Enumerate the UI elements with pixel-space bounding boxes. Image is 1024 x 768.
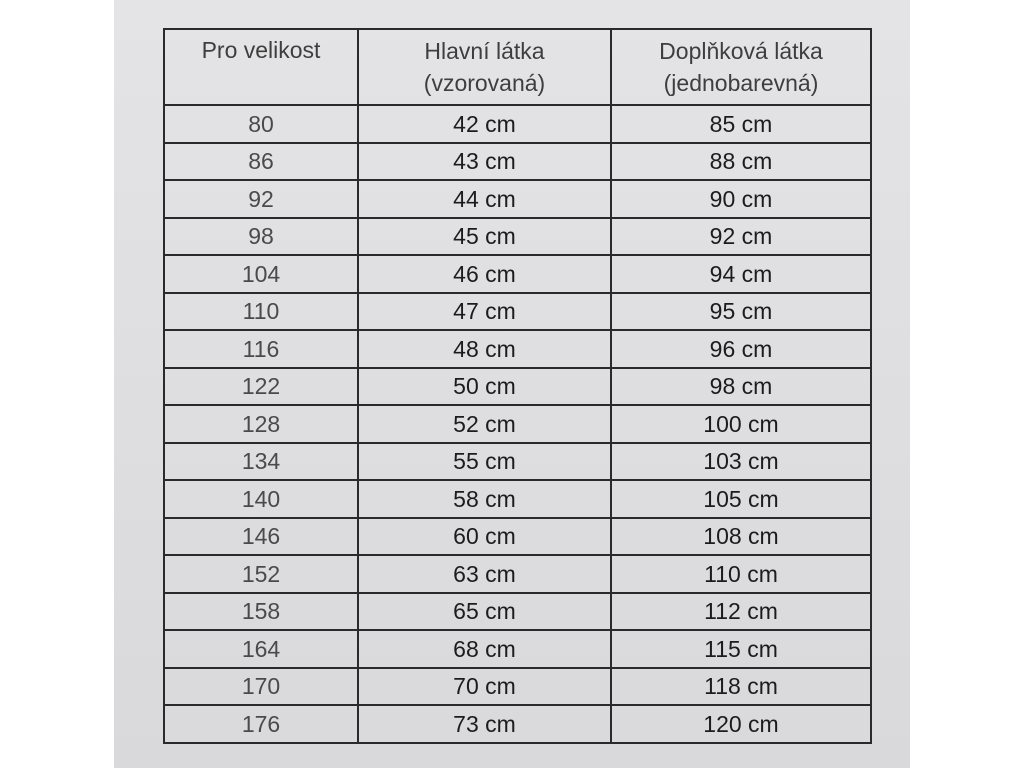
cell-main-fabric: 55 cm — [358, 443, 611, 481]
cell-main-fabric: 70 cm — [358, 668, 611, 706]
header-main-fabric — [358, 29, 611, 105]
cell-main-fabric: 58 cm — [358, 480, 611, 518]
table-header — [164, 29, 871, 105]
table-row — [164, 330, 871, 368]
cell-size: 80 — [164, 105, 358, 143]
table-row — [164, 518, 871, 556]
cell-size: 134 — [164, 443, 358, 481]
header-size-label: Pro velikost — [201, 37, 321, 63]
cell-extra-fabric: 95 cm — [611, 293, 871, 331]
cell-size: 158 — [164, 593, 358, 631]
cell-extra-fabric: 110 cm — [611, 555, 871, 593]
cell-size: 146 — [164, 518, 358, 556]
header-extra-fabric — [611, 29, 871, 105]
cell-main-fabric: 46 cm — [358, 255, 611, 293]
cell-extra-fabric: 108 cm — [611, 518, 871, 556]
header-extra-fabric-line1: Doplňková látka — [659, 38, 823, 64]
header-row — [164, 29, 871, 105]
cell-main-fabric: 44 cm — [358, 180, 611, 218]
header-extra-fabric-line2: (jednobarevná) — [663, 70, 819, 96]
cell-main-fabric: 47 cm — [358, 293, 611, 331]
cell-extra-fabric: 98 cm — [611, 368, 871, 406]
cell-main-fabric: 68 cm — [358, 630, 611, 668]
cell-size: 98 — [164, 218, 358, 256]
table-row — [164, 293, 871, 331]
header-size — [164, 29, 358, 105]
table-row — [164, 218, 871, 256]
cell-extra-fabric: 105 cm — [611, 480, 871, 518]
cell-extra-fabric: 92 cm — [611, 218, 871, 256]
table-row — [164, 105, 871, 143]
cell-size: 140 — [164, 480, 358, 518]
cell-size: 122 — [164, 368, 358, 406]
cell-size: 176 — [164, 705, 358, 743]
cell-main-fabric: 48 cm — [358, 330, 611, 368]
cell-extra-fabric: 112 cm — [611, 593, 871, 631]
cell-extra-fabric: 90 cm — [611, 180, 871, 218]
table-row — [164, 143, 871, 181]
table-row — [164, 443, 871, 481]
cell-extra-fabric: 103 cm — [611, 443, 871, 481]
cell-extra-fabric: 100 cm — [611, 405, 871, 443]
cell-extra-fabric: 94 cm — [611, 255, 871, 293]
table-row — [164, 555, 871, 593]
cell-main-fabric: 45 cm — [358, 218, 611, 256]
table-row — [164, 480, 871, 518]
fabric-size-table — [163, 28, 872, 744]
header-main-fabric-line1: Hlavní látka — [424, 38, 545, 64]
cell-size: 152 — [164, 555, 358, 593]
cell-main-fabric: 42 cm — [358, 105, 611, 143]
cell-size: 164 — [164, 630, 358, 668]
table-row — [164, 705, 871, 743]
cell-main-fabric: 60 cm — [358, 518, 611, 556]
table-row — [164, 180, 871, 218]
cell-main-fabric: 63 cm — [358, 555, 611, 593]
cell-size: 128 — [164, 405, 358, 443]
cell-extra-fabric: 96 cm — [611, 330, 871, 368]
table-row — [164, 630, 871, 668]
table-row — [164, 368, 871, 406]
cell-main-fabric: 50 cm — [358, 368, 611, 406]
cell-extra-fabric: 120 cm — [611, 705, 871, 743]
table-row — [164, 405, 871, 443]
cell-extra-fabric: 85 cm — [611, 105, 871, 143]
cell-size: 110 — [164, 293, 358, 331]
cell-size: 92 — [164, 180, 358, 218]
table-row — [164, 593, 871, 631]
cell-size: 116 — [164, 330, 358, 368]
cell-main-fabric: 73 cm — [358, 705, 611, 743]
cell-main-fabric: 52 cm — [358, 405, 611, 443]
cell-size: 86 — [164, 143, 358, 181]
cell-size: 104 — [164, 255, 358, 293]
cell-main-fabric: 43 cm — [358, 143, 611, 181]
table-row — [164, 255, 871, 293]
cell-size: 170 — [164, 668, 358, 706]
header-main-fabric-line2: (vzorovaná) — [423, 70, 546, 96]
cell-main-fabric: 65 cm — [358, 593, 611, 631]
cell-extra-fabric: 88 cm — [611, 143, 871, 181]
cell-extra-fabric: 115 cm — [611, 630, 871, 668]
table-row — [164, 668, 871, 706]
table-body — [164, 105, 871, 743]
cell-extra-fabric: 118 cm — [611, 668, 871, 706]
